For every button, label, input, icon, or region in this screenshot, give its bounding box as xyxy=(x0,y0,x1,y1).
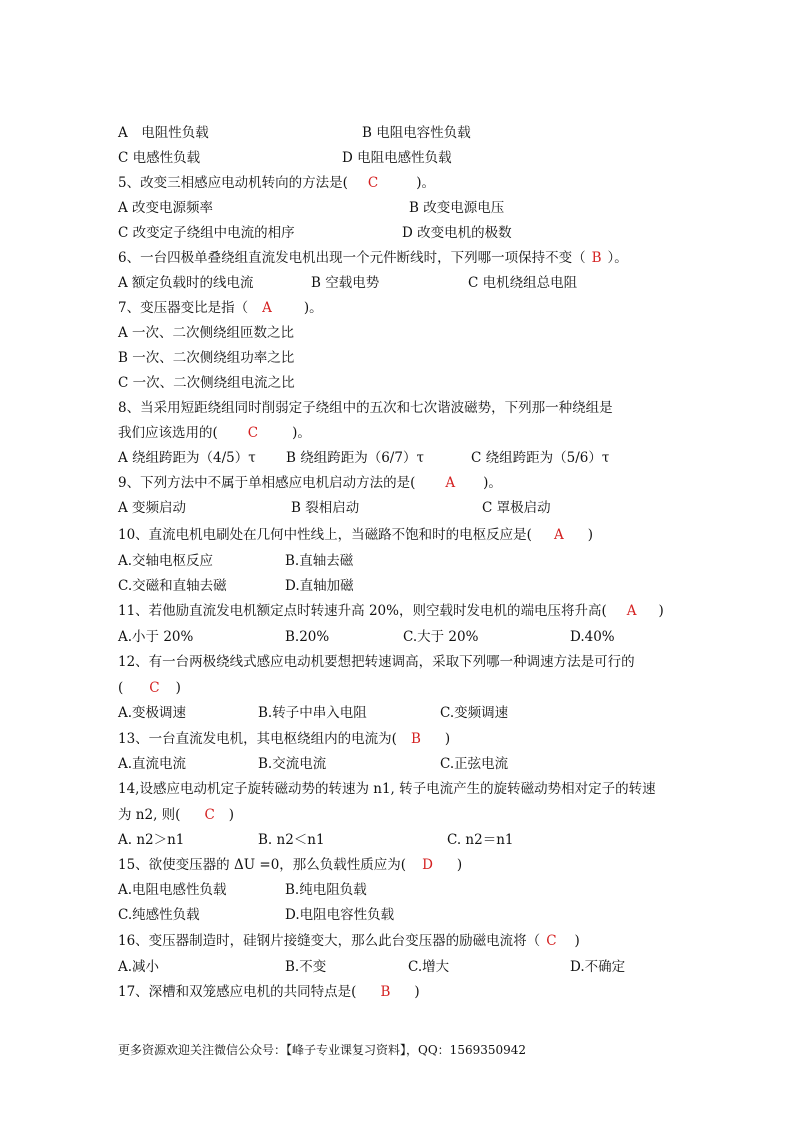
question-text: 12、有一台两极绕线式感应电动机要想把转速调高，采取下列哪一种调速方法是可行的 xyxy=(118,654,635,670)
option-text: C.纯感性负载 xyxy=(118,907,200,923)
answer-letter: A xyxy=(626,603,637,619)
question-close: ) xyxy=(658,603,664,619)
question-stem: 6、一台四极单叠绕组直流发电机出现一个元件断线时，下列哪一项保持不变（ xyxy=(118,250,586,266)
question-stem: 15、欲使变压器的 ΔU =0，那么负载性质应为( xyxy=(118,857,407,873)
question-close: ）。 xyxy=(607,250,628,266)
question-line xyxy=(118,474,502,492)
question-close: ) xyxy=(228,807,235,823)
answer-letter: A xyxy=(445,475,456,491)
footer-note: 更多资源欢迎关注微信公众号：【峰子专业课复习资料】，QQ：1569350942 xyxy=(118,1043,527,1057)
question-close: ) xyxy=(414,984,420,1000)
option-text: B 绕组跨距为（6/7）τ xyxy=(286,450,424,466)
question-stem: 7、变压器变比是指（ xyxy=(118,300,249,316)
answer-letter: B xyxy=(410,731,421,747)
question-close: ) xyxy=(444,731,451,747)
question-stem: 11、若他励直流发电机额定点时转速升高 20%，则空载时发电机的端电压将升高( xyxy=(118,603,607,619)
question-stem: 16、变压器制造时，硅钢片接缝变大，那么此台变压器的励磁电流将（ xyxy=(118,933,541,949)
option-text: A.小于 20% xyxy=(118,629,194,645)
question-line xyxy=(118,983,420,1001)
question-text: 8、当采用短距绕组同时削弱定子绕组中的五次和七次谐波磁势，下列那一种绕组是 xyxy=(118,400,613,416)
answer-letter: C xyxy=(149,680,160,696)
answer-letter: C xyxy=(247,425,259,441)
option-text: B.20% xyxy=(285,629,330,645)
question-stem: ( xyxy=(118,680,124,696)
question-line xyxy=(118,932,580,950)
question-stem: 17、深槽和双笼感应电机的共同特点是( xyxy=(118,984,357,1000)
option-text: B.纯电阻负载 xyxy=(285,882,367,898)
answer-letter: B xyxy=(380,984,391,1000)
option-text: C. n2＝n1 xyxy=(447,832,514,848)
question-stem: 为 n2, 则( xyxy=(118,807,181,823)
answer-letter: C xyxy=(546,933,557,949)
option-text: B 电阻电容性负载 xyxy=(362,125,471,141)
question-line xyxy=(118,249,628,267)
option-text: B.交流电流 xyxy=(258,756,327,772)
option-text: B 改变电源电压 xyxy=(409,200,505,216)
option-text: D.40% xyxy=(570,629,615,645)
option-text: B 一次、二次侧绕组功率之比 xyxy=(118,350,295,366)
option-text: A.减小 xyxy=(118,959,160,975)
question-line xyxy=(118,679,181,697)
question-close: ) xyxy=(456,857,463,873)
question-line xyxy=(118,730,450,748)
option-text: C.交磁和直轴去磁 xyxy=(118,578,227,594)
answer-letter: B xyxy=(591,250,602,266)
question-line xyxy=(118,424,311,442)
question-line xyxy=(118,174,435,192)
option-text: C 电感性负载 xyxy=(118,150,201,166)
option-text: D 电阻电感性负载 xyxy=(342,150,452,166)
option-text: C.变频调速 xyxy=(440,705,509,721)
question-line xyxy=(118,602,664,620)
option-text: B.直轴去磁 xyxy=(285,553,354,569)
question-close: )。 xyxy=(416,175,435,191)
question-close: ) xyxy=(587,527,593,543)
question-close: )。 xyxy=(292,425,311,441)
option-text: D.直轴加磁 xyxy=(285,578,354,594)
option-text: A.变极调速 xyxy=(118,705,187,721)
option-text: A 额定负载时的线电流 xyxy=(118,275,254,291)
question-close: ) xyxy=(175,680,181,696)
option-text: A.直流电流 xyxy=(118,756,187,772)
option-text: B 裂相启动 xyxy=(291,500,360,516)
option-text: D.不确定 xyxy=(570,959,626,975)
option-text: A 电阻性负载 xyxy=(118,125,209,141)
question-stem: 9、下列方法中不属于单相感应电机启动方法的是( xyxy=(118,475,416,491)
option-text: A 改变电源频率 xyxy=(118,200,214,216)
question-close: )。 xyxy=(303,300,323,316)
question-stem: 5、改变三相感应电动机转向的方法是( xyxy=(118,175,348,191)
question-line xyxy=(118,526,593,544)
option-text: B 空载电势 xyxy=(311,275,380,291)
option-text: A 绕组跨距为（4/5）τ xyxy=(118,450,256,466)
option-text: B.不变 xyxy=(285,959,327,975)
option-text: D.电阻电容性负载 xyxy=(285,907,395,923)
question-line xyxy=(118,806,234,824)
question-stem: 10、直流电机电刷处在几何中性线上，当磁路不饱和时的电枢反应是( xyxy=(118,527,532,543)
question-close: ) xyxy=(574,933,580,949)
question-text: 14,设感应电动机定子旋转磁动势的转速为 n1, 转子电流产生的旋转磁动势相对定子的转速 xyxy=(118,781,656,797)
option-text: A.交轴电枢反应 xyxy=(118,553,214,569)
option-text: C 改变定子绕组中电流的相序 xyxy=(118,225,295,241)
question-stem: 我们应该选用的( xyxy=(118,425,218,441)
option-text: C.增大 xyxy=(408,959,450,975)
option-text: D 改变电机的极数 xyxy=(402,225,512,241)
option-text: A. n2＞n1 xyxy=(118,832,185,848)
option-text: B.转子中串入电阻 xyxy=(258,705,367,721)
question-line xyxy=(118,299,323,317)
answer-letter: A xyxy=(262,300,272,316)
option-text: A 一次、二次侧绕组匝数之比 xyxy=(118,325,295,341)
question-close: )。 xyxy=(483,475,502,491)
option-text: C 电机绕组总电阻 xyxy=(468,275,578,291)
option-text: A 变频启动 xyxy=(118,500,187,516)
option-text: B. n2＜n1 xyxy=(258,832,325,848)
option-text: C 绕组跨距为（5/6）τ xyxy=(471,450,610,466)
answer-letter: A xyxy=(553,527,564,543)
question-stem: 13、一台直流发电机，其电枢绕组内的电流为( xyxy=(118,731,397,747)
answer-letter: C xyxy=(204,807,215,823)
answer-letter: D xyxy=(422,857,433,873)
option-text: C.正弦电流 xyxy=(440,756,509,772)
answer-letter: C xyxy=(367,175,379,191)
option-text: C 罩极启动 xyxy=(482,500,551,516)
option-text: C.大于 20% xyxy=(403,629,479,645)
question-line xyxy=(118,856,462,874)
option-text: C 一次、二次侧绕组电流之比 xyxy=(118,375,295,391)
option-text: A.电阻电感性负载 xyxy=(118,882,227,898)
